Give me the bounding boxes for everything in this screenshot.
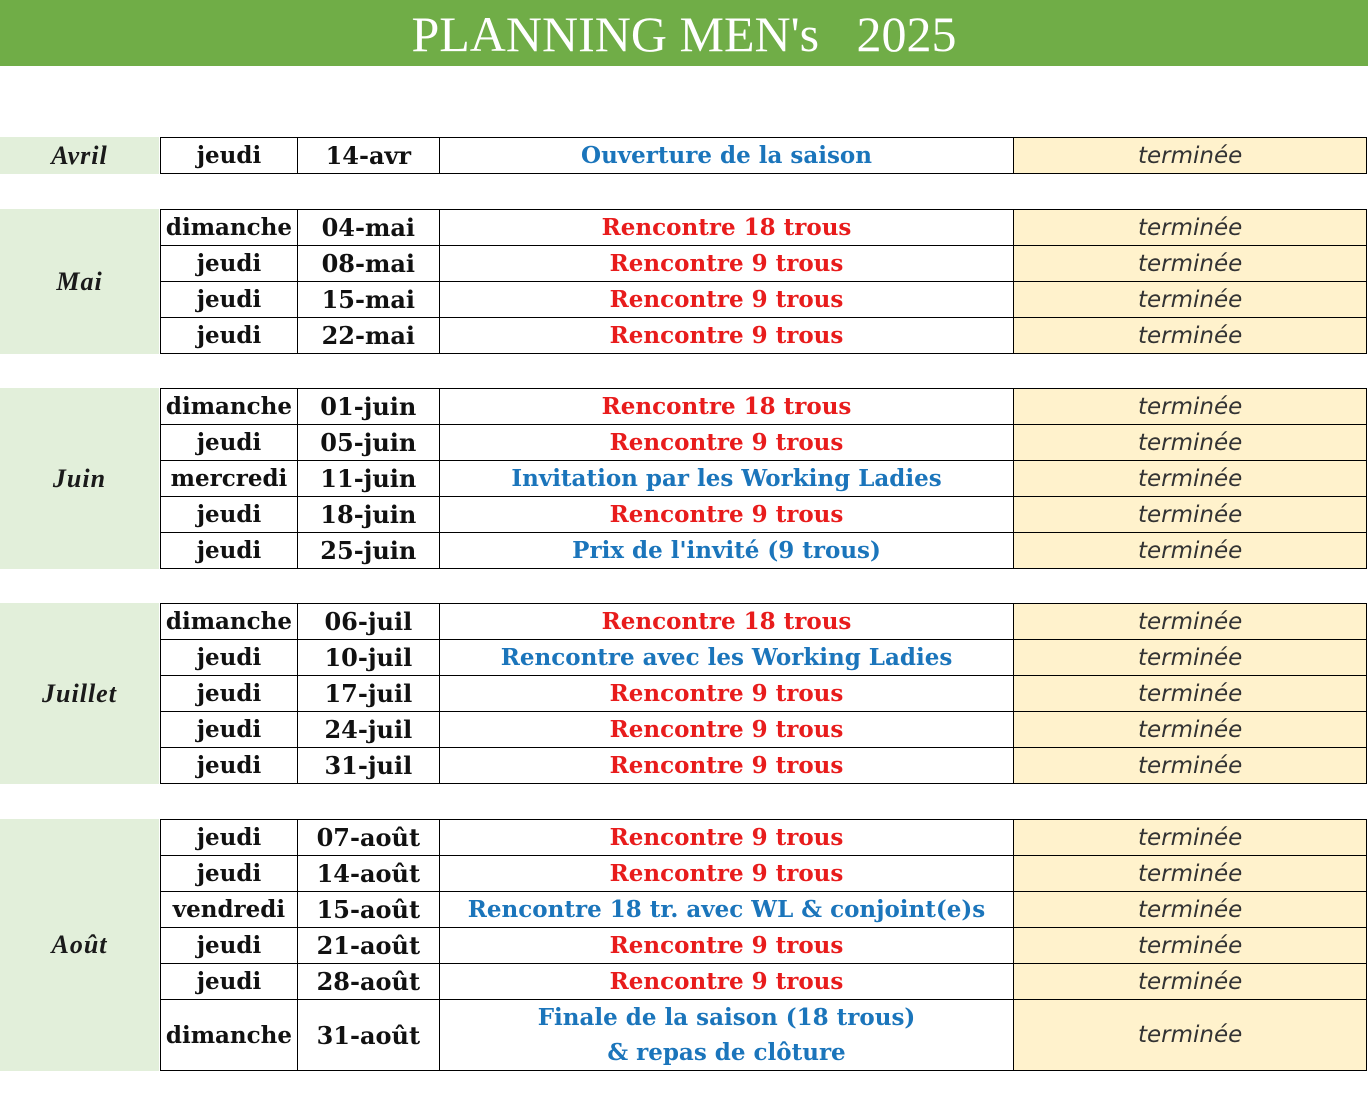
status-cell: terminée [1013, 461, 1367, 496]
table-row [160, 819, 1367, 855]
date-cell: 01-juin [297, 389, 439, 424]
event-label: Ouverture de la saison [581, 142, 872, 169]
event-label: Rencontre 9 trous [609, 968, 844, 995]
date-cell: 17-juil [297, 676, 439, 711]
date-cell: 10-juil [297, 640, 439, 675]
date-cell: 07-août [297, 820, 439, 855]
table-row [160, 388, 1367, 424]
event-cell [439, 138, 1014, 173]
event-cell [439, 964, 1014, 999]
day-cell: dimanche [160, 604, 297, 639]
status-cell: terminée [1013, 820, 1367, 855]
event-label: Invitation par les Working Ladies [511, 465, 942, 492]
day-cell: jeudi [160, 497, 297, 532]
month-label: Mai [0, 209, 159, 354]
event-label-line2: & repas de clôture [607, 1039, 846, 1066]
date-cell: 22-mai [297, 318, 439, 353]
day-cell: jeudi [160, 928, 297, 963]
event-cell [439, 246, 1014, 281]
day-cell: vendredi [160, 892, 297, 927]
status-cell: terminée [1013, 318, 1367, 353]
table-row [160, 317, 1367, 354]
table-row [160, 747, 1367, 784]
table-row [160, 603, 1367, 639]
status-cell: terminée [1013, 246, 1367, 281]
date-cell: 08-mai [297, 246, 439, 281]
day-cell: jeudi [160, 425, 297, 460]
event-cell [439, 856, 1014, 891]
date-cell: 31-juil [297, 748, 439, 783]
event-cell [439, 640, 1014, 675]
event-cell [439, 748, 1014, 783]
day-cell: jeudi [160, 712, 297, 747]
status-cell: terminée [1013, 712, 1367, 747]
date-cell: 06-juil [297, 604, 439, 639]
event-cell [439, 425, 1014, 460]
event-label: Rencontre 9 trous [609, 716, 844, 743]
event-label: Rencontre 9 trous [609, 501, 844, 528]
month-label: Juin [0, 388, 159, 569]
table-row [160, 999, 1367, 1071]
day-cell: jeudi [160, 676, 297, 711]
event-label: Rencontre 18 tr. avec WL & conjoint(e)s [467, 896, 986, 923]
event-label: Rencontre 9 trous [609, 680, 844, 707]
event-cell [439, 820, 1014, 855]
date-cell: 14-août [297, 856, 439, 891]
status-cell: terminée [1013, 748, 1367, 783]
day-cell: jeudi [160, 246, 297, 281]
event-cell [439, 282, 1014, 317]
table-row [160, 711, 1367, 747]
page-title: PLANNING MEN's 2025 [0, 0, 1368, 66]
table-row [160, 460, 1367, 496]
event-cell [439, 676, 1014, 711]
date-cell: 21-août [297, 928, 439, 963]
day-cell: jeudi [160, 640, 297, 675]
event-cell [439, 461, 1014, 496]
table-row [160, 424, 1367, 460]
event-cell [439, 712, 1014, 747]
date-cell: 15-mai [297, 282, 439, 317]
month-rows [160, 388, 1367, 569]
table-row [160, 675, 1367, 711]
event-label: Finale de la saison (18 trous) [537, 1004, 916, 1031]
table-row [160, 137, 1367, 174]
day-cell: mercredi [160, 461, 297, 496]
day-cell: jeudi [160, 964, 297, 999]
day-cell: jeudi [160, 748, 297, 783]
table-row [160, 855, 1367, 891]
date-cell: 31-août [297, 1000, 439, 1070]
event-label: Rencontre avec les Working Ladies [500, 644, 953, 671]
status-cell: terminée [1013, 928, 1367, 963]
month-label: Juillet [0, 603, 159, 784]
table-row [160, 496, 1367, 532]
status-cell: terminée [1013, 389, 1367, 424]
status-cell: terminée [1013, 497, 1367, 532]
event-cell [439, 604, 1014, 639]
status-cell: terminée [1013, 856, 1367, 891]
table-row [160, 245, 1367, 281]
status-cell: terminée [1013, 676, 1367, 711]
date-cell: 11-juin [297, 461, 439, 496]
event-cell [439, 533, 1014, 568]
event-label: Rencontre 9 trous [609, 286, 844, 313]
status-cell: terminée [1013, 892, 1367, 927]
month-rows [160, 819, 1367, 1071]
table-row [160, 891, 1367, 927]
month-rows [160, 137, 1367, 174]
event-cell [439, 497, 1014, 532]
table-row [160, 927, 1367, 963]
day-cell: jeudi [160, 282, 297, 317]
event-cell [439, 1000, 1014, 1070]
status-cell: terminée [1013, 210, 1367, 245]
day-cell: dimanche [160, 1000, 297, 1070]
status-cell: terminée [1013, 282, 1367, 317]
month-label: Août [0, 819, 159, 1071]
status-cell: terminée [1013, 964, 1367, 999]
day-cell: jeudi [160, 820, 297, 855]
date-cell: 15-août [297, 892, 439, 927]
event-label: Rencontre 9 trous [609, 250, 844, 277]
event-cell [439, 928, 1014, 963]
status-cell: terminée [1013, 533, 1367, 568]
month-rows [160, 603, 1367, 784]
event-label: Rencontre 9 trous [609, 860, 844, 887]
date-cell: 18-juin [297, 497, 439, 532]
day-cell: jeudi [160, 318, 297, 353]
table-row [160, 281, 1367, 317]
status-cell: terminée [1013, 640, 1367, 675]
event-label: Rencontre 9 trous [609, 322, 844, 349]
status-cell: terminée [1013, 425, 1367, 460]
event-cell [439, 892, 1014, 927]
day-cell: dimanche [160, 210, 297, 245]
table-row [160, 209, 1367, 245]
event-label: Rencontre 9 trous [609, 429, 844, 456]
event-label: Rencontre 9 trous [609, 932, 844, 959]
status-cell: terminée [1013, 604, 1367, 639]
date-cell: 14-avr [297, 138, 439, 173]
month-label: Avril [0, 137, 159, 174]
date-cell: 25-juin [297, 533, 439, 568]
day-cell: jeudi [160, 138, 297, 173]
event-cell [439, 318, 1014, 353]
event-label: Prix de l'invité (9 trous) [572, 537, 881, 564]
event-cell [439, 210, 1014, 245]
table-row [160, 532, 1367, 569]
event-label: Rencontre 18 trous [601, 608, 852, 635]
date-cell: 28-août [297, 964, 439, 999]
event-label: Rencontre 18 trous [601, 393, 852, 420]
day-cell: jeudi [160, 856, 297, 891]
month-rows [160, 209, 1367, 354]
table-row [160, 639, 1367, 675]
table-row [160, 963, 1367, 999]
day-cell: jeudi [160, 533, 297, 568]
event-label: Rencontre 9 trous [609, 752, 844, 779]
date-cell: 04-mai [297, 210, 439, 245]
event-cell [439, 389, 1014, 424]
event-label: Rencontre 9 trous [609, 824, 844, 851]
date-cell: 24-juil [297, 712, 439, 747]
day-cell: dimanche [160, 389, 297, 424]
status-cell: terminée [1013, 138, 1367, 173]
status-cell: terminée [1013, 1000, 1367, 1070]
date-cell: 05-juin [297, 425, 439, 460]
event-label: Rencontre 18 trous [601, 214, 852, 241]
